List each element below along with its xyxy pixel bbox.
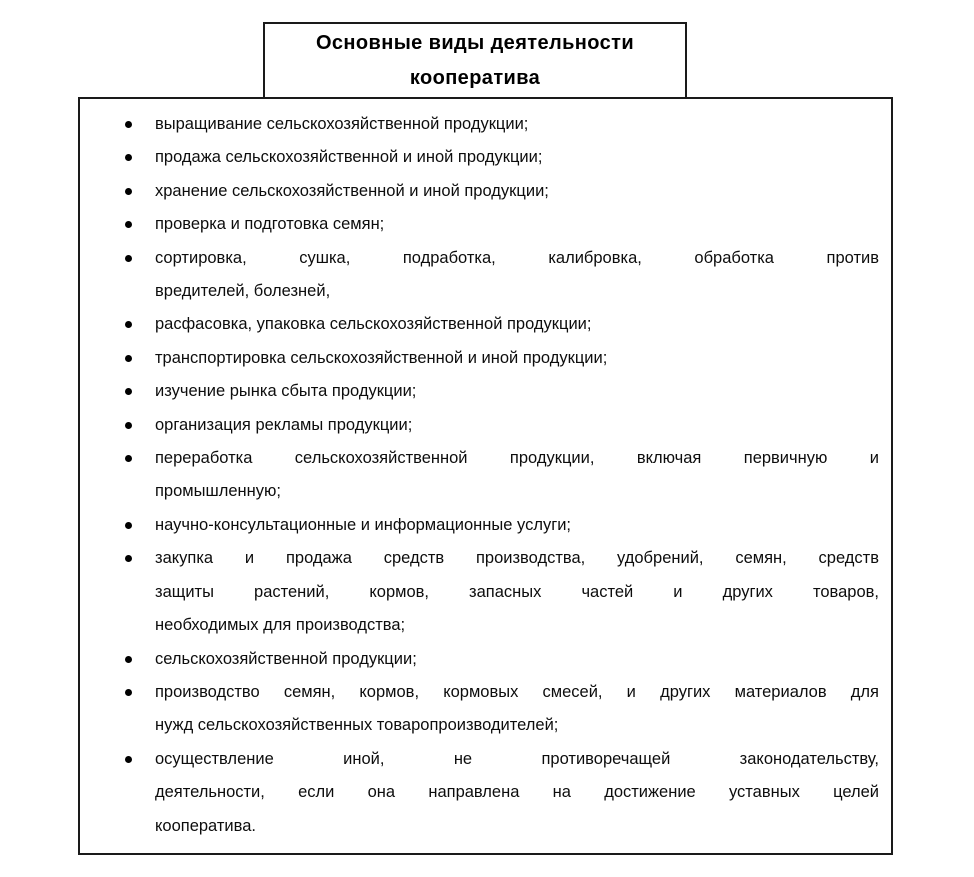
list-item: [80, 141, 891, 174]
bullet-icon: [125, 656, 132, 663]
list-item-text: научно-консультационные и информационные услуги;: [155, 515, 572, 534]
activities-list: [80, 99, 891, 843]
list-item: [80, 542, 891, 642]
bullet-icon: [125, 255, 132, 262]
bullet-icon: [125, 221, 132, 228]
bullet-icon: [125, 321, 132, 328]
list-item: [80, 208, 891, 241]
bullet-icon: [125, 422, 132, 429]
list-item-text: расфасовка, упаковка сельскохозяйственной продукции;: [155, 315, 592, 334]
bullet-icon: [125, 555, 132, 562]
list-item-text: хранение сельскохозяйственной и иной продукции;: [155, 181, 549, 200]
list-item-text: осуществление иной, не противоречащей законодательству, деятельности, если она направлена на достижение уставных целей кооператива.: [155, 749, 879, 835]
list-item: [80, 342, 891, 375]
bullet-icon: [125, 522, 132, 529]
list-item-text: проверка и подготовка семян;: [155, 215, 385, 234]
list-item-text: сельскохозяйственной продукции;: [155, 649, 417, 668]
bullet-icon: [125, 756, 132, 763]
activities-box: [78, 97, 893, 855]
list-item: [80, 308, 891, 341]
list-item-text: закупка и продажа средств производства, удобрений, семян, средств защиты растений, кормов, запасных частей и других товаров, необходимых для производства;: [155, 549, 879, 635]
list-item-text: производство семян, кормов, кормовых смесей, и других материалов для нужд сельскохозяйственных товаропроизводителей;: [155, 682, 879, 735]
bullet-icon: [125, 355, 132, 362]
bullet-icon: [125, 154, 132, 161]
list-item: [80, 409, 891, 442]
list-item: [80, 108, 891, 141]
list-item: [80, 375, 891, 408]
list-item-text: изучение рынка сбыта продукции;: [155, 382, 417, 401]
bullet-icon: [125, 121, 132, 128]
list-item-text: транспортировка сельскохозяйственной и иной продукции;: [155, 348, 608, 367]
list-item-text: сортировка, сушка, подработка, калибровка, обработка против вредителей, болезней,: [155, 248, 879, 301]
bullet-icon: [125, 455, 132, 462]
list-item: [80, 509, 891, 542]
list-item: [80, 242, 891, 309]
list-item-text: продажа сельскохозяйственной и иной продукции;: [155, 148, 543, 167]
list-item-text: выращивание сельскохозяйственной продукции;: [155, 115, 529, 133]
list-item: [80, 442, 891, 509]
list-item: [80, 676, 891, 743]
list-item-text: переработка сельскохозяйственной продукции, включая первичную и промышленную;: [155, 449, 879, 501]
list-item: [80, 743, 891, 843]
bullet-icon: [125, 689, 132, 696]
list-item: [80, 175, 891, 208]
diagram-title: Основные виды деятельности кооператива: [315, 31, 635, 89]
bullet-icon: [125, 188, 132, 195]
bullet-icon: [125, 388, 132, 395]
list-item: [80, 643, 891, 676]
title-box: [263, 22, 687, 99]
list-item-text: организация рекламы продукции;: [155, 415, 413, 434]
